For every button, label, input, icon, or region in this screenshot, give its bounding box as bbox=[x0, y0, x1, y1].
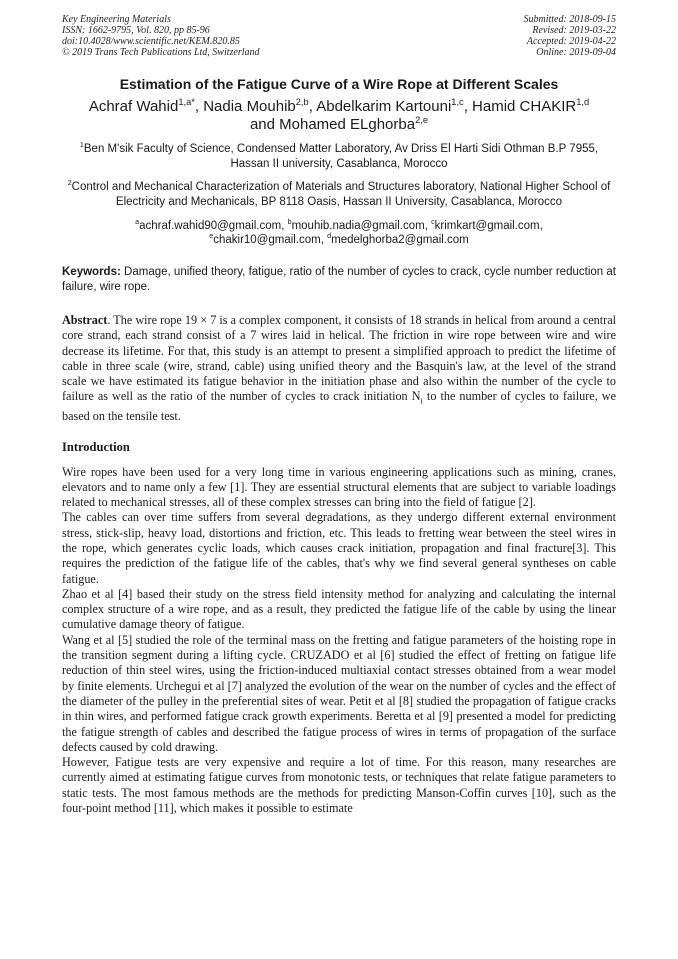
online-date: Online: 2019-09-04 bbox=[536, 47, 616, 58]
paragraph: Zhao et al [4] based their study on the stress field intensity method for analyzing and calculating the internal complex structure of a wire rope, and as a result, they predicted the fatigue life of the cable by using the linear cumulative damage theory of fatigue. bbox=[62, 586, 616, 632]
email-link[interactable]: krimkart@gmail.com, bbox=[434, 220, 543, 232]
submitted-date: Submitted: 2018-09-15 bbox=[523, 14, 616, 25]
keywords-text: Damage, unified theory, fatigue, ratio of the number of cycles to crack, cycle number reduction at failure, wire rope. bbox=[62, 266, 616, 293]
email-list bbox=[62, 219, 616, 247]
email-line-1: $^a$achraf.wahid90@gmail.com, $^b$mouhib.nadia@gmail.com, $^c$krimkart@gmail.com, bbox=[135, 218, 543, 232]
issn-line: ISSN: 1662-9795, Vol. 820, pp 85-96 bbox=[62, 25, 210, 36]
paragraph: Wire ropes have been used for a very long time in various engineering applications such as mining, cranes, elevators and to name only a few [1]. They are essential structural elements that are subject to variable loadings related to mechanical stresses, all of these complex stresses can bring into the field of fatigue [2]. bbox=[62, 464, 616, 510]
keywords-label: Keywords: bbox=[62, 266, 121, 278]
author: Nadia Mouhib$^{2,b}$, bbox=[203, 97, 317, 115]
affiliation-2: $^2$Control and Mechanical Characterization of Materials and Structures laboratory, National Higher School of Electricity and Mechanicals, BP 8118 Oasis, Hassan II University, Casablanca, Morocco bbox=[67, 179, 611, 208]
abstract: Abstract. The wire rope 19 × 7 is a complex component, it consists of 18 strands in helical from around a central core strand, each strand consist of a 7 wires laid in helical. The friction in wire rope between wire and wire decrease its lifetime. For that, this study is an attempt to present a simplified approach to predict the lifetime of cable in three scale (wire, strand, cable) using unified theory and the Basquin's law, at the level of the strand scale we have estimated its fatigue behavior in the initiation phase and also within the number of the cycle to failure as well as the ratio of the number of cycles to crack initiation $N_i$ to the number of cycles to failure, we based on the tensile test. bbox=[62, 313, 617, 424]
author: Mohamed ELghorba$^{2,e}$ bbox=[279, 115, 429, 133]
dates-info bbox=[524, 14, 617, 58]
publication-info bbox=[62, 14, 260, 58]
paper-title: Estimation of the Fatigue Curve of a Wire Rope at Different Scales bbox=[119, 76, 559, 92]
section-heading-introduction: Introduction bbox=[62, 439, 130, 454]
accepted-date: Accepted: 2019-04-22 bbox=[526, 36, 616, 47]
authors-line-1 bbox=[62, 98, 616, 116]
doi-line: doi:10.4028/www.scientific.net/KEM.820.85 bbox=[62, 36, 240, 47]
paragraph: The cables can over time suffers from several degradations, as they undergo different external environment stress, stick-slip, heavy load, distortions and friction, etc. This leads to fretting wear between the steel wires in the rope, which generates cyclic loads, which causes crack initiation, propagation and final fracture[3]. This requires the prediction of the fatigue life of the cables, that's why we find several general syntheses on cable fatigue. bbox=[62, 510, 616, 586]
abstract-label: Abstract bbox=[62, 313, 108, 327]
email-line-2: $^e$chakir10@gmail.com, $^d$medelghorba2@gmail.com bbox=[209, 232, 469, 246]
author-list bbox=[62, 98, 616, 134]
introduction-body bbox=[62, 465, 616, 817]
email-link[interactable]: chakir10@gmail.com, bbox=[213, 234, 328, 246]
authors-line-2: and Mohamed ELghorba$^{2,e}$ bbox=[249, 115, 429, 133]
copyright-line: © 2019 Trans Tech Publications Ltd, Switzerland bbox=[62, 47, 260, 58]
revised-date: Revised: 2019-03-22 bbox=[532, 25, 616, 36]
author: Abdelkarim Kartouni$^{1,c}$, bbox=[316, 97, 473, 115]
author: Achraf Wahid$^{1,a*}$, bbox=[88, 97, 204, 115]
email-link[interactable]: achraf.wahid90@gmail.com, bbox=[139, 220, 288, 232]
journal-header bbox=[62, 14, 616, 58]
paragraph: Wang et al [5] studied the role of the terminal mass on the fretting and fatigue parameters of the hoisting rope in the transition segment during a lifting cycle. CRUZADO et al [6] studied the effect of fretting on fatigue life reduction of thin steel wires, using the friction-induced multiaxial contact stresses obtained from a wear model by finite elements. Urchegui et al [7] analyzed the evolution of the wear on the number of cycles and the effect of the diameter of the pulley in the preferential sites of wear. Petit et al [8] studied the propagation of fatigue cracks in thin wires, and performed fatigue crack growth experiments. Beretta et al [9] presented a model for predicting the fatigue strength of cables and described the fatigue process of wires in terms of propagation of the surface defects caused by cold drawing. bbox=[62, 632, 616, 754]
author: Hamid CHAKIR$^{1,d}$ bbox=[472, 97, 590, 115]
email-link[interactable]: mouhib.nadia@gmail.com, bbox=[291, 220, 432, 232]
email-link[interactable]: medelghorba2@gmail.com bbox=[331, 234, 469, 246]
paragraph: However, Fatigue tests are very expensive and require a lot of time. For this reason, many researches are currently aimed at estimating fatigue curves from monotonic tests, or techniques that relate fatigue parameters to static tests. The most famous methods are the methods for predicting Manson-Coffin curves [10], such as the four-point method [11], which makes it possible to estimate bbox=[62, 755, 616, 816]
affiliation-1: $^1$Ben M'sik Faculty of Science, Condensed Matter Laboratory, Av Driss El Harti Sidi Othman B.P 7955, Hassan II university, Casablanca, Morocco bbox=[79, 141, 599, 170]
journal-name: Key Engineering Materials bbox=[62, 14, 171, 25]
keywords bbox=[62, 265, 616, 295]
